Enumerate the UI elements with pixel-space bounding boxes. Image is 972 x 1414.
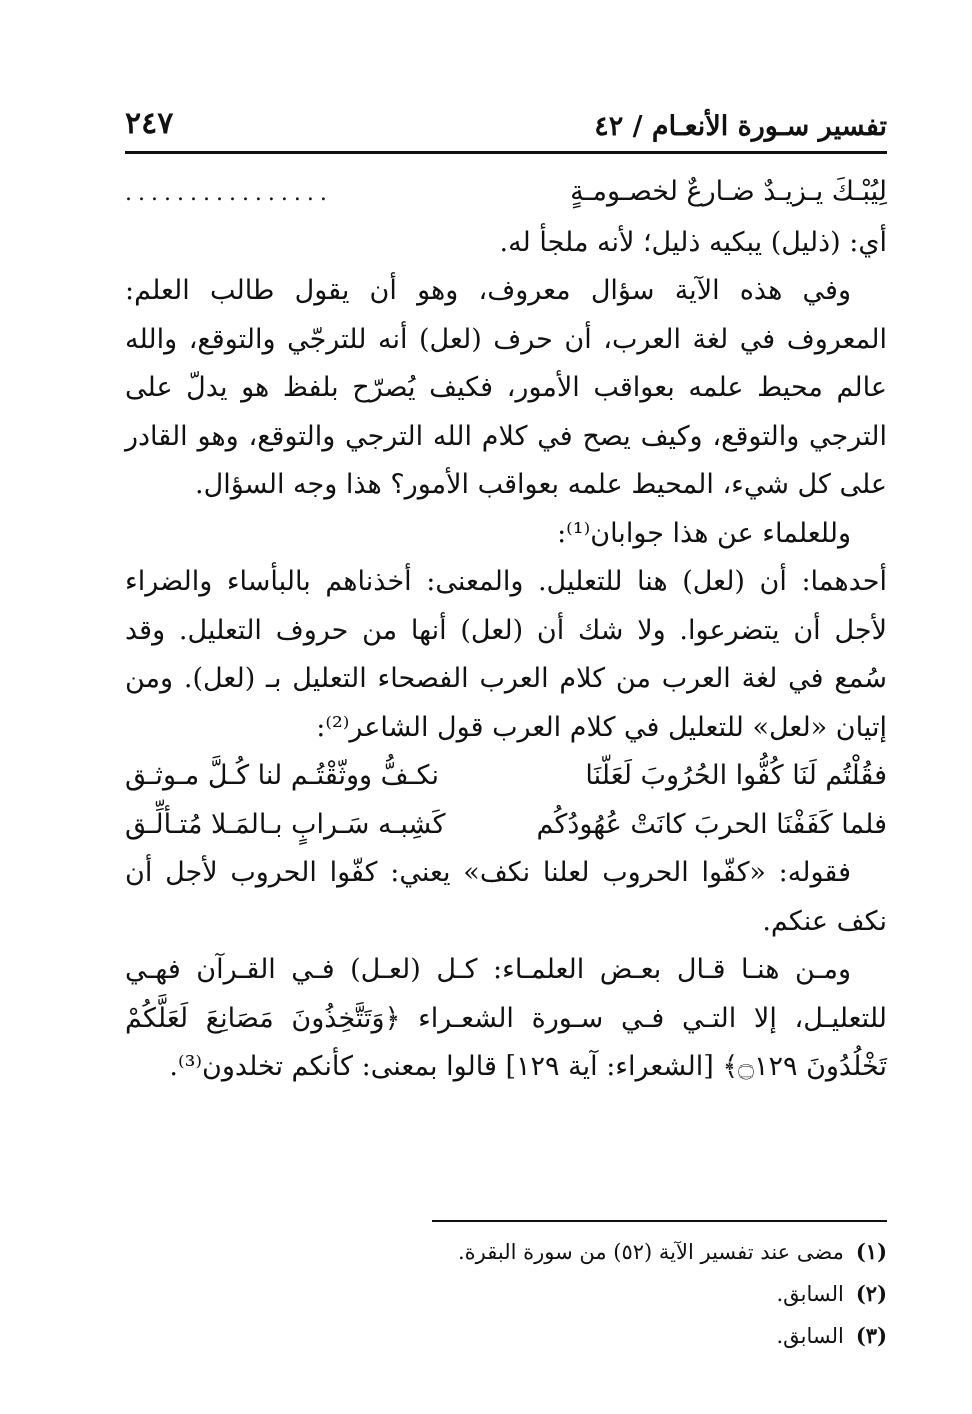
verse-ellipsis: ................ [125,181,333,206]
running-title: تفسير سـورة الأنعـام / ٤٢ [594,111,887,142]
poem-hemistich: فقُلْتُم لَنَا كُفُّوا الحُرُوبَ لَعَلّنَا [585,760,887,791]
poem [125,752,887,849]
footnote-text: السابق. [776,1324,844,1348]
footnote [125,1231,887,1273]
footnote [125,1273,887,1315]
footnote-number: (٢) [855,1281,887,1306]
poem-hemistich: نكـفُّ ووثّقْتُـم لنا كُـلَّ مـوثـق [125,760,439,791]
footnote-number: (٣) [855,1323,887,1348]
paragraph-3: وللعلماء عن هذا جوابان⁽¹⁾: [557,517,851,549]
footnote-text: مضى عند تفسير الآية (٥٢) من سورة البقرة. [457,1240,844,1264]
footnote [125,1315,887,1357]
page-header [125,104,887,150]
header-divider [125,151,887,154]
footnote-text: السابق. [776,1282,844,1306]
footnote-divider [432,1220,887,1222]
poem-line-2 [125,801,887,850]
paragraph-1: أي: (ذليل) يبكيه ذليل؛ لأنه ملجأ له. [499,226,887,258]
paragraph-4: أحدهما: أن (لعل) هنا للتعليل. والمعنى: أخذناهم بالبأساء والضراء لأجل أن يتضرعوا. ولا شك أن (لعل) أنها من حروف التعليل. وقد سُمع في لغة العرب من كلام العرب الفصحاء التعليل بـ (لعل). ومن إتيان «لعل» للتعليل في كلام العرب قول الشاعر⁽²⁾: [125,566,887,743]
poem-line-1 [125,752,887,801]
poem-hemistich: فلما كَفَفْنَا الحربَ كانَتْ عُهُودُكُم [536,808,887,840]
footnote-number: (١) [855,1239,887,1264]
page-number: ٢٤٧ [125,106,174,141]
poem-hemistich: كَشِبـه سَـرابٍ بـالمَـلا مُتـألِّـق [125,808,446,840]
paragraph-2: وفي هذه الآية سؤال معروف، وهو أن يقول طالب العلم: المعروف في لغة العرب، أن حرف (لعل) أنه للترجّي والتوقع، والله عالم محيط علمه بعواقب الأمور، فكيف يُصرّح بلفظ هو يدلّ على الترجي والتوقع، وكيف يصح في كلام الله الترجي والتوقع، وهو القادر على كل شيء، المحيط علمه بعواقب الأمور؟ هذا وجه السؤال. [125,275,887,500]
footnotes [125,1231,887,1357]
verse-line [125,168,887,219]
main-text [125,168,887,1092]
paragraph-6: ومـن هنـا قـال بعـض العلمـاء: كـل (لعـل) فـي القـرآن فهـي للتعليـل، إلا التـي فـي سـورة الشعـراء ﴿وَتَتَّخِذُونَ مَصَانِعَ لَعَلَّكُمْ تَخْلُدُونَ ۝١٢٩﴾ [الشعراء: آية ١٢٩] قالوا بمعنى: كأنكم تخلدون⁽³⁾. [125,954,887,1082]
paragraph-5: فقوله: «كفّوا الحروب لعلنا نكف» يعني: كفّوا الحروب لأجل أن نكف عنكم. [125,857,887,937]
verse-text: لِيُبْـكَ يـزيـدٌ ضـارعٌ لخصـومـةٍ [570,176,887,207]
